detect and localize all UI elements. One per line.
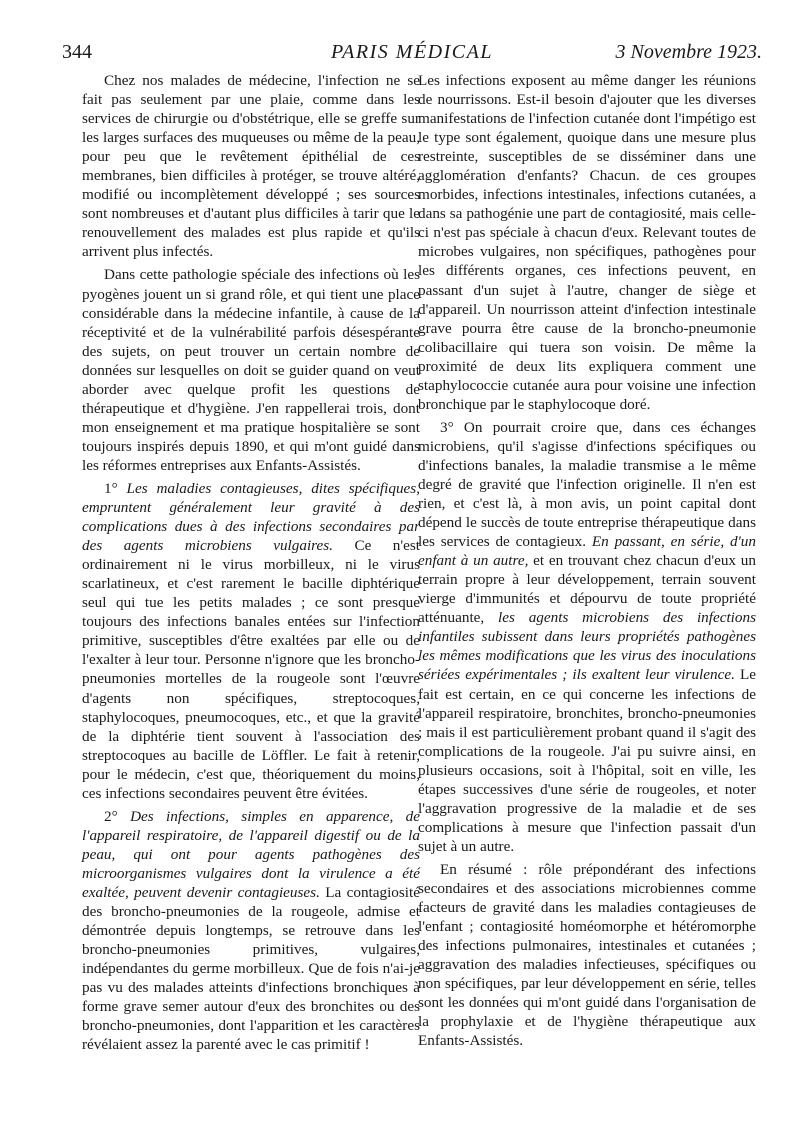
point-number: 2° [104, 807, 131, 825]
issue-date: 3 Novembre 1923. [615, 41, 762, 63]
page-header [62, 41, 762, 67]
italic-statement: Des infections, simples en apparence, de l'appareil respiratoire, de l'appareil digestif ou de la peau, qui ont pour agents pathogènes des microorganismes vulgaires dont la virulence a été exaltée, peuvent devenir contagieuses. [82, 807, 420, 901]
journal-title: PARIS MÉDICAL [331, 41, 493, 63]
paragraph-text: Le fait est certain, en ce qui concerne les infections de l'appareil respiratoire, bronchites, broncho-pneumonies ; mais il est particulièrement probant quand il s'agit des complications de la rougeole. J'ai pu suivre ainsi, en plusieurs occasions, soit à l'hôpital, soit en ville, les étapes successives d'une série de rougeoles, et noter l'aggravation progressive de la maladie et de ses complications à mesure que l'infection passait d'un sujet à un autre. [418, 666, 756, 855]
italic-statement: En passant, en série, d'un enfant à un autre, [418, 533, 756, 570]
paragraph: En résumé : rôle prépondérant des infections secondaires et des associations microbiennes comme facteurs de gravité dans les maladies contagieuses de l'enfant ; contagiosité homéomorphe et hétéromorphe des infections pulmonaires, intestinales et cutanées ; aggravation des maladies infectieuses, spécifiques ou non spécifiques, par leur développement en série, telles sont les données qui m'ont guidé dans l'organisation de la prophylaxie et de l'hygiène thérapeutique aux Enfants-Assistés. [418, 860, 756, 1050]
paragraph: Chez nos malades de médecine, l'infection ne se fait pas seulement par une plaie, comme dans les services de chirurgie ou d'obstétrique, elle se greffe sur les larges surfaces des muqueuses ou même de la peau, pour peu que le revêtement épithélial de ces membranes, bien difficiles à protéger, se trouve altéré, modifié ou incomplètement développé ; ses sources sont nombreuses et d'autant plus difficiles à tarir que le renouvellement des malades est plus rapide et qu'ils arrivent plus infectés. [82, 72, 420, 261]
paragraph-text: et en trouvant chez chacun d'eux un terrain propre à leur développement, terrain souvent vierge d'immunités et dépourvu de toute propriété atténuante, [418, 552, 756, 627]
paragraph: Dans cette pathologie spéciale des infections où les pyogènes jouent un si grand rôle, et qui tient une place considérable dans la médecine infantile, à cause de la réceptivité et de la vulnérabilité parfois désespérante des sujets, on peut trouver un certain nombre de données sur lesquelles on doit se guider quand on veut aborder avec quelque profit les questions de thérapeutique et d'hygiène. J'en rappellerai trois, dont mon enseignement et ma pratique hospitalière se sont toujours inspirés depuis 1890, et qui m'ont guidé dans les réformes entreprises aux Enfants-Assistés. [82, 266, 420, 474]
paragraph [418, 418, 756, 856]
point-number: 1° [104, 479, 127, 497]
paragraph [82, 479, 420, 803]
paragraph: Les infections exposent au même danger les réunions de nourrissons. Est-il besoin d'ajouter que les diverses manifestations de l'infection cutanée dont l'impétigo est le type sont également, quoique dans une mesure plus restreinte, susceptibles de se disséminer dans une agglomération d'enfants? Chacun. de ces groupes morbides, infections intestinales, infections cutanées, a dans sa pathogénie une part de contagiosité, mais celle-ci n'est pas spéciale à chacun d'eux. Relevant toutes de microbes vulgaires, non spécifiques, pathogènes pour les différents organes, ces infections peuvent, en passant d'un sujet à l'autre, changer de siège et d'appareil. Un nourrisson atteint d'infection intestinale grave pourra être cause de la broncho-pneumonie colibacillaire qui tuera son voisin. De même la proximité de deux lits expliquera comment une staphylococcie cutanée aura pour voisine une infection bronchique par le staphylocoque doré. [418, 72, 756, 413]
paragraph [82, 807, 420, 1055]
italic-statement: les agents microbiens des infections infantiles subissent dans leurs propriétés pathogènes les mêmes modifications que les virus des inoculations sériées expérimentales ; ils exaltent leur virulence. [418, 609, 756, 684]
right-column [418, 71, 756, 1050]
left-column [82, 71, 420, 1054]
paragraph-text: La contagiosité des broncho-pneumonies de la rougeole, admise et démontrée depuis longtemps, se retrouve dans les broncho-pneumonies primitives, vulgaires, indépendantes du germe morbilleux. Que de fois n'ai-je pas vu des malades atteints d'infections bronchiques à forme grave semer autour d'eux des bronchites ou des broncho-pneumonies, dont l'apparition et les caractères révélaient assez la parenté avec le cas primitif ! [82, 883, 420, 1054]
page-number: 344 [62, 41, 92, 63]
paragraph-text: 3° On pourrait croire que, dans ces échanges microbiens, qu'il s'agisse d'infections spécifiques ou d'infections banales, la maladie transmise a le même degré de gravité que l'infection originelle. Il n'en est rien, et c'est là, à mon avis, un point capital dont dépend le succès de toute entreprise thérapeutique dans les services de contagieux. [418, 418, 756, 551]
paragraph-text: Ce n'est ordinairement ni le virus morbilleux, ni le virus scarlatineux, et c'est rarement le bacille diphtérique seul qui tue les petits malades ; ce sont presque toujours des infections banales entées sur l'infection primitive, susceptibles d'être exaltées par elle ou de l'exalter à leur tour. Personne n'ignore que les broncho-pneumonies mortelles de la rougeole sont l'œuvre d'agents non spécifiques, streptocoques, staphylocoques, pneumocoques, etc., et que la gravité de la diphtérie tient souvent à l'association des streptocoques au bacille de Löffler. Le fait à retenir, pour le médecin, c'est que, théoriquement du moins, ces infections secondaires peuvent être évitées. [82, 537, 420, 802]
italic-statement: Les maladies contagieuses, dites spécifiques, empruntent généralement leur gravité à des complications dues à des infections secondaires par des agents microbiens vulgaires. [82, 479, 421, 555]
